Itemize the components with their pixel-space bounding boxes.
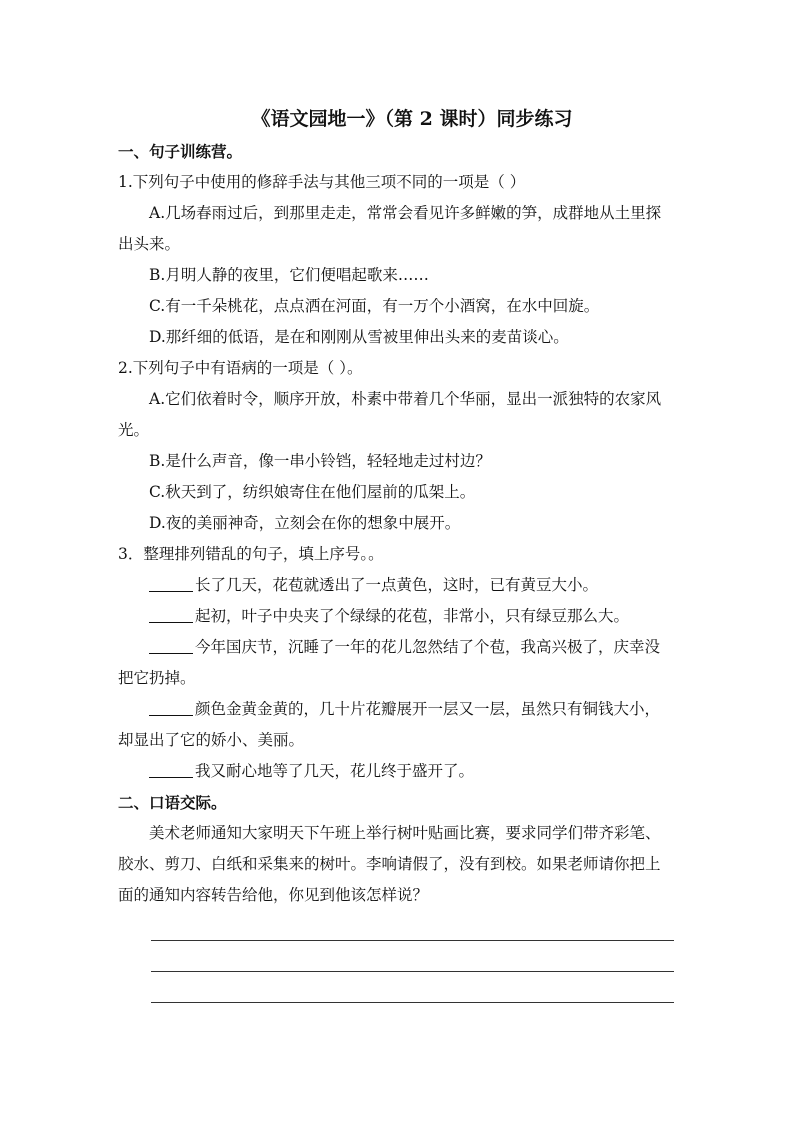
answer-line-2[interactable] — [151, 971, 674, 972]
question-1-option-a-line1: A.几场春雨过后，到那里走走，常常会看见许多鲜嫩的笋，成群地从土里探 — [149, 204, 662, 222]
question-1-stem: 1.下列句子中使用的修辞手法与其他三项不同的一项是（ ） — [118, 173, 526, 191]
order-blank[interactable] — [149, 604, 193, 623]
question-3-stem: 3．整理排列错乱的句子，填上序号。。 — [118, 545, 384, 563]
question-3-sentence-1 — [118, 570, 678, 601]
sentence-text: 颜色金黄金黄的，几十片花瓣展开一层又一层，虽然只有铜钱大小， — [195, 700, 661, 718]
question-2-option-a-line2: 光。 — [118, 421, 150, 439]
question-3-sentence-5 — [118, 756, 678, 787]
question-3-sentence-4-line2: 却显出了它的娇小、美丽。 — [118, 731, 305, 749]
section-heading-sentences: 一、句子训练营。 — [118, 142, 243, 161]
question-2-option-b: B.是什么声音，像一串小铃铛，轻轻地走过村边？ — [149, 452, 491, 470]
question-1-option-a-line2: 出头来。 — [118, 235, 181, 253]
question-2-option-d: D.夜的美丽神奇，立刻会在你的想象中展开。 — [149, 514, 461, 532]
oral-prompt-line3: 面的通知内容转告给他，你见到他该怎样说？ — [118, 886, 429, 904]
oral-prompt-line2: 胶水、剪刀、白纸和采集来的树叶。李响请假了，没有到校。如果老师请你把上 — [118, 855, 661, 873]
oral-prompt-line1: 美术老师通知大家明天下午班上举行树叶贴画比赛，要求同学们带齐彩笔、 — [149, 824, 661, 842]
question-1-option-d: D.那纤细的低语，是在和刚刚从雪被里伸出头来的麦苗谈心。 — [149, 328, 569, 346]
order-blank[interactable] — [149, 697, 193, 716]
question-3-sentence-4 — [118, 694, 678, 725]
question-3-sentence-3-line2: 把它扔掉。 — [118, 669, 196, 687]
question-1-option-b: B.月明人静的夜里，它们便唱起歌来…… — [149, 266, 429, 284]
question-1-option-c: C.有一千朵桃花，点点洒在河面，有一万个小酒窝，在水中回旋。 — [149, 297, 600, 315]
question-3-sentence-2 — [118, 601, 678, 632]
worksheet-content — [118, 102, 678, 911]
page-title: 《语文园地一》（第 2 课时）同步练习 — [251, 108, 573, 130]
answer-area[interactable] — [151, 940, 674, 1033]
sentence-text: 起初，叶子中央夹了个绿绿的花苞，非常小，只有绿豆那么大。 — [195, 607, 630, 625]
sentence-text: 长了几天，花苞就透出了一点黄色，这时，已有黄豆大小。 — [195, 576, 599, 594]
answer-line-1[interactable] — [151, 940, 674, 941]
sentence-text: 我又耐心地等了几天，花儿终于盛开了。 — [195, 762, 475, 780]
question-3-sentence-3 — [118, 632, 678, 663]
sentence-text: 今年国庆节，沉睡了一年的花儿忽然结了个苞，我高兴极了，庆幸没 — [195, 638, 661, 656]
question-2-option-c: C.秋天到了，纺织娘寄住在他们屋前的瓜架上。 — [149, 483, 476, 501]
order-blank[interactable] — [149, 573, 193, 592]
question-2-stem: 2.下列句子中有语病的一项是（ ）。 — [118, 359, 363, 377]
question-2-option-a-line1: A.它们依着时令，顺序开放，朴素中带着几个华丽，显出一派独特的农家风 — [149, 390, 662, 408]
answer-line-3[interactable] — [151, 1002, 674, 1003]
order-blank[interactable] — [149, 635, 193, 654]
order-blank[interactable] — [149, 759, 193, 778]
section-heading-oral: 二、口语交际。 — [118, 793, 227, 812]
